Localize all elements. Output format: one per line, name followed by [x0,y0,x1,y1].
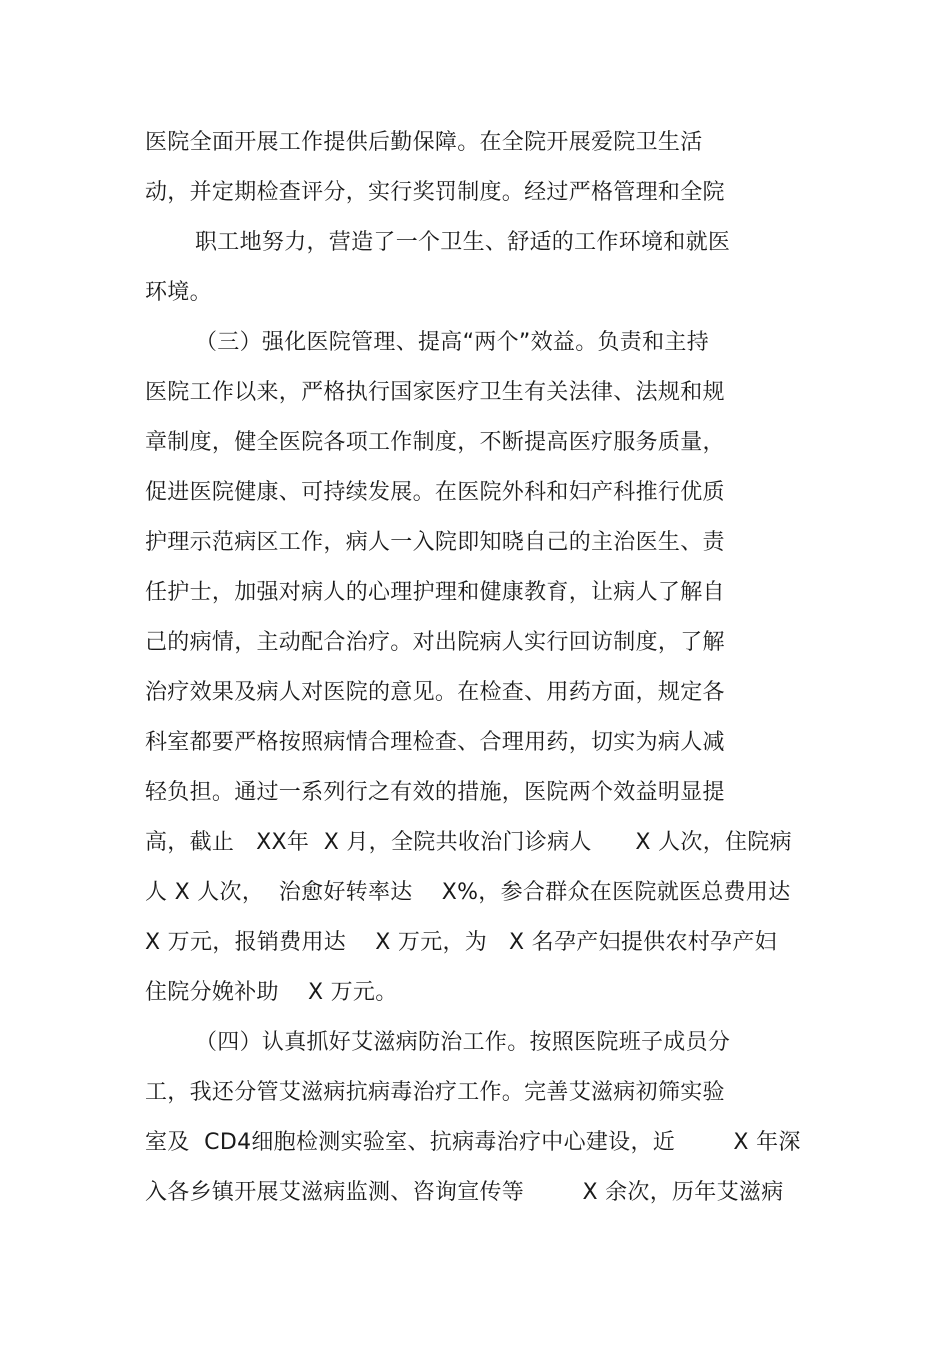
text-line: 任护士，加强对病人的心理护理和健康教育，让病人了解自 [145,580,725,605]
text-line: 促进医院健康、可持续发展。在医院外科和妇产科推行优质 [145,480,725,505]
text-line: 职工地努力，营造了一个卫生、舒适的工作环境和就医 [195,230,731,255]
text-line: 入各乡镇开展艾滋病监测、咨询宣传等 X 余次，历年艾滋病 [145,1180,784,1205]
text-line: 室及 CD4细胞检测实验室、抗病毒治疗中心建设，近 X 年深 [145,1130,801,1155]
paragraph-heading-4: （四）认真抓好艾滋病防治工作。按照医院班子成员分 [195,1030,731,1055]
text-line: 动，并定期检查评分，实行奖罚制度。经过严格管理和全院 [145,180,725,205]
text-line: 科室都要严格按照病情合理检查、合理用药，切实为病人减 [145,730,725,755]
text-line: 章制度，健全医院各项工作制度，不断提高医疗服务质量， [145,430,725,455]
text-line: 治疗效果及病人对医院的意见。在检查、用药方面，规定各 [145,680,725,705]
paragraph-heading-3: （三）强化医院管理、提高“两个”效益。负责和主持 [195,330,709,355]
text-line: 医院全面开展工作提供后勤保障。在全院开展爱院卫生活 [145,130,703,155]
text-line: 人 X 人次， 治愈好转率达 X%，参合群众在医院就医总费用达 [145,880,791,905]
text-line: 住院分娩补助 X 万元。 [145,980,398,1005]
text-line: 高，截止 XX年 X 月，全院共收治门诊病人 X 人次，住院病 [145,830,792,855]
text-line: 轻负担。通过一系列行之有效的措施，医院两个效益明显提 [145,780,725,805]
text-line: 工，我还分管艾滋病抗病毒治疗工作。完善艾滋病初筛实验 [145,1080,725,1105]
text-line: 环境。 [145,280,212,305]
text-line: 医院工作以来，严格执行国家医疗卫生有关法律、法规和规 [145,380,725,405]
text-line: 护理示范病区工作，病人一入院即知晓自己的主治医生、责 [145,530,725,555]
text-line: 己的病情，主动配合治疗。对出院病人实行回访制度，了解 [145,630,725,655]
text-line: X 万元，报销费用达 X 万元，为 X 名孕产妇提供农村孕产妇 [145,930,777,955]
